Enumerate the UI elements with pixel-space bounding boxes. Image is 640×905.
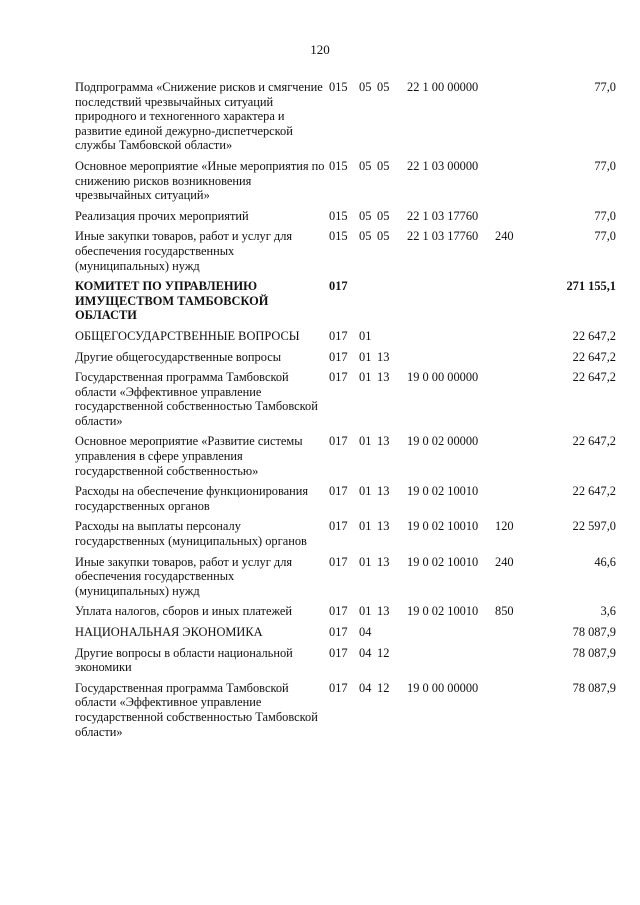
row-name: Иные закупки товаров, работ и услуг для обеспечения государственных (муниципальных) нужд — [75, 229, 293, 273]
row-expense-type-code: 240 — [495, 229, 514, 244]
row-section-code: 01 — [359, 554, 372, 569]
row-expense-type-code: 240 — [495, 554, 514, 569]
row-expense-type-code — [495, 159, 531, 209]
row-amount: 22 647,2 — [572, 484, 616, 499]
row-expense-type-code — [495, 646, 531, 681]
table-row — [75, 625, 616, 646]
row-name: Другие вопросы в области национальной экономики — [75, 645, 293, 675]
row-name: Основное мероприятие «Иные мероприятия по снижению рисков возникновения чрезвычайных ситуаций» — [75, 158, 325, 203]
row-amount: 22 647,2 — [572, 349, 616, 364]
row-amount: 77,0 — [594, 229, 616, 244]
row-name: КОМИТЕТ ПО УПРАВЛЕНИЮ ИМУЩЕСТВОМ ТАМБОВСКОЙ ОБЛАСТИ — [75, 279, 269, 323]
budget-table — [75, 80, 616, 745]
row-expense-type-code — [495, 279, 531, 329]
table-row — [75, 329, 616, 350]
budget-table-body — [75, 80, 616, 745]
table-row — [75, 80, 616, 159]
row-name: Государственная программа Тамбовской области «Эффективное управление государственной собственностью Тамбовской области» — [75, 370, 318, 428]
row-amount: 77,0 — [594, 158, 616, 173]
row-section-code: 01 — [359, 349, 372, 364]
row-subsection-code: 13 — [377, 349, 390, 364]
row-expense-type-code: 850 — [495, 604, 514, 619]
row-target-article-code: 19 0 00 00000 — [407, 680, 479, 695]
row-section-code: 04 — [359, 625, 372, 639]
row-name: Основное мероприятие «Развитие системы управления в сфере управления государственной собственностью» — [75, 434, 303, 478]
row-amount: 78 087,9 — [572, 680, 616, 695]
row-subsection-code: 12 — [377, 680, 390, 695]
table-row — [75, 604, 616, 625]
row-amount: 46,6 — [594, 554, 616, 569]
row-name: НАЦИОНАЛЬНАЯ ЭКОНОМИКА — [75, 625, 263, 639]
row-amount: 77,0 — [594, 80, 616, 94]
row-admin-code: 017 — [329, 604, 348, 619]
row-subsection-code: 13 — [377, 604, 390, 619]
row-section-code: 05 — [359, 208, 372, 223]
row-name: Уплата налогов, сборов и иных платежей — [75, 604, 293, 619]
row-section-code: 01 — [359, 604, 372, 619]
row-subsection-code — [375, 625, 407, 646]
row-expense-type-code — [495, 434, 531, 484]
row-admin-code: 015 — [329, 208, 348, 223]
row-subsection-code: 12 — [377, 645, 390, 660]
row-admin-code: 017 — [329, 484, 348, 499]
row-section-code: 05 — [359, 158, 372, 173]
row-amount: 271 155,1 — [566, 279, 616, 294]
row-section-code: 01 — [359, 519, 372, 534]
row-target-article-code: 19 0 02 10010 — [407, 519, 479, 534]
row-subsection-code — [375, 279, 407, 329]
row-target-article-code: 22 1 03 17760 — [407, 208, 479, 223]
row-subsection-code: 13 — [377, 554, 390, 569]
row-name: Расходы на выплаты персоналу государственных (муниципальных) органов — [75, 519, 307, 549]
row-target-article-code — [407, 329, 495, 350]
table-row — [75, 370, 616, 434]
row-target-article-code: 22 1 00 00000 — [407, 80, 479, 94]
table-row — [75, 209, 616, 230]
row-target-article-code — [407, 350, 495, 371]
table-row — [75, 646, 616, 681]
row-expense-type-code — [495, 625, 531, 646]
row-expense-type-code — [495, 484, 531, 519]
table-row — [75, 159, 616, 209]
row-name: Другие общегосударственные вопросы — [75, 349, 282, 364]
table-row — [75, 519, 616, 554]
row-admin-code: 015 — [329, 229, 348, 244]
row-name: Реализация прочих мероприятий — [75, 208, 249, 223]
table-row — [75, 681, 616, 745]
table-row — [75, 279, 616, 329]
row-section-code: 01 — [359, 434, 372, 449]
row-amount: 22 647,2 — [572, 370, 616, 385]
row-section-code: 01 — [359, 328, 372, 343]
row-admin-code: 017 — [329, 554, 348, 569]
row-target-article-code: 19 0 02 00000 — [407, 434, 479, 449]
row-subsection-code: 05 — [377, 208, 390, 223]
row-subsection-code: 13 — [377, 434, 390, 449]
row-expense-type-code — [495, 209, 531, 230]
row-admin-code: 017 — [329, 680, 348, 695]
row-section-code — [359, 279, 375, 329]
row-expense-type-code — [495, 350, 531, 371]
row-section-code: 04 — [359, 680, 372, 695]
row-section-code: 01 — [359, 370, 372, 385]
row-amount: 3,6 — [600, 604, 616, 619]
row-name: Расходы на обеспечение функционирования государственных органов — [75, 484, 309, 513]
row-admin-code: 015 — [329, 80, 348, 94]
row-amount: 78 087,9 — [572, 625, 616, 639]
row-expense-type-code — [495, 370, 531, 434]
row-subsection-code: 05 — [377, 229, 390, 244]
row-subsection-code: 05 — [377, 158, 390, 173]
row-expense-type-code — [495, 329, 531, 350]
row-target-article-code — [407, 625, 495, 646]
row-section-code: 05 — [359, 229, 372, 244]
table-row — [75, 229, 616, 279]
row-subsection-code: 13 — [377, 519, 390, 534]
row-target-article-code: 22 1 03 00000 — [407, 158, 479, 173]
row-admin-code: 017 — [329, 349, 348, 364]
page-number: 120 — [310, 42, 330, 57]
row-admin-code: 017 — [329, 328, 348, 343]
row-admin-code: 017 — [329, 645, 348, 660]
row-section-code: 01 — [359, 484, 372, 499]
row-section-code: 05 — [359, 80, 372, 94]
row-target-article-code: 22 1 03 17760 — [407, 229, 479, 244]
row-subsection-code: 13 — [377, 484, 390, 499]
row-target-article-code: 19 0 02 10010 — [407, 604, 479, 619]
row-name: Иные закупки товаров, работ и услуг для обеспечения государственных (муниципальных) нужд — [75, 554, 293, 598]
table-row — [75, 350, 616, 371]
row-expense-type-code — [495, 681, 531, 745]
row-amount: 22 647,2 — [572, 328, 616, 343]
row-name: Подпрограмма «Снижение рисков и смягчение последствий чрезвычайных ситуаций природного и техногенного характера и развитие единой дежурно-диспетчерской службы Тамбовской области» — [75, 80, 323, 153]
row-target-article-code: 19 0 02 10010 — [407, 484, 479, 499]
table-row — [75, 555, 616, 605]
row-subsection-code: 05 — [377, 80, 390, 94]
row-amount: 77,0 — [594, 208, 616, 223]
row-admin-code: 017 — [329, 279, 348, 294]
row-admin-code: 015 — [329, 158, 348, 173]
table-row — [75, 434, 616, 484]
row-target-article-code — [407, 279, 495, 329]
row-admin-code: 017 — [329, 625, 348, 639]
row-amount: 78 087,9 — [572, 645, 616, 660]
row-amount: 22 597,0 — [572, 519, 616, 534]
row-target-article-code: 19 0 02 10010 — [407, 554, 479, 569]
row-admin-code: 017 — [329, 370, 348, 385]
row-amount: 22 647,2 — [572, 434, 616, 449]
row-name: ОБЩЕГОСУДАРСТВЕННЫЕ ВОПРОСЫ — [75, 328, 300, 343]
row-subsection-code — [375, 329, 407, 350]
row-admin-code: 017 — [329, 519, 348, 534]
row-subsection-code: 13 — [377, 370, 390, 385]
row-section-code: 04 — [359, 645, 372, 660]
row-expense-type-code — [495, 80, 531, 159]
table-row — [75, 484, 616, 519]
row-target-article-code: 19 0 00 00000 — [407, 370, 479, 385]
row-name: Государственная программа Тамбовской области «Эффективное управление государственной собственностью Тамбовской области» — [75, 680, 318, 739]
row-admin-code: 017 — [329, 434, 348, 449]
row-expense-type-code: 120 — [495, 519, 514, 534]
row-target-article-code — [407, 646, 495, 681]
